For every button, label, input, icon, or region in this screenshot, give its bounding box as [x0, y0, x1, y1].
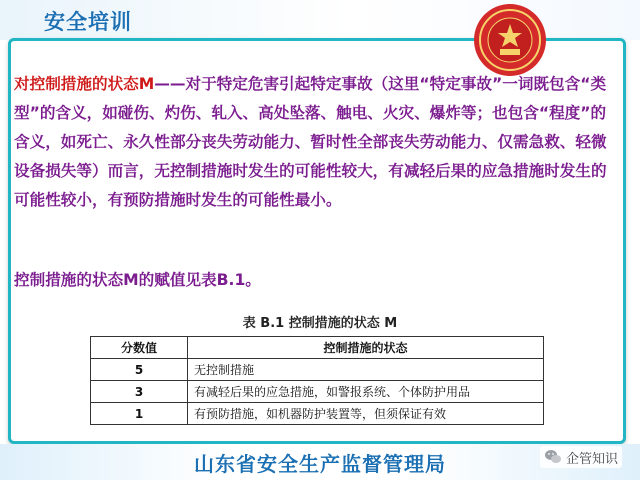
table-cell-score: 1: [91, 403, 188, 425]
footer-org: 山东省安全生产监督管理局: [194, 452, 446, 476]
body-summary: 控制措施的状态M的赋值见表B.1。: [14, 271, 261, 289]
emblem-icon: [472, 2, 548, 78]
table-row: [91, 403, 544, 425]
body-text: ——对于特定危害引起特定事故（这里“特定事故”一词既包含“类型”的含义，如碰伤、灼伤、轧入、高处坠落、触电、火灾、爆炸等；也包含“程度”的含义，如死亡、永久性部分丧失劳动能力、暂时性全部丧失劳动能力、仅需急救、轻微设备损失等）而言，无控制措施时发生的可能性较大，有减轻后果的应急措施时发生的可能性较小，有预防措施时发生的可能性最小。: [14, 75, 607, 209]
table-cell-desc: 有减轻后果的应急措施，如警报系统、个体防护用品: [188, 381, 544, 403]
table-cell-desc: 无控制措施: [188, 359, 544, 381]
table-cell-score: 3: [91, 381, 188, 403]
table-header-state: 控制措施的状态: [188, 337, 544, 359]
body-paragraph: [14, 70, 616, 215]
table-cell-score: 5: [91, 359, 188, 381]
table-header-row: [91, 337, 544, 359]
body-lead: 对控制措施的状态M: [14, 75, 155, 93]
table-cell-desc: 有预防措施，如机器防护装置等，但须保证有效: [188, 403, 544, 425]
watermark-text: 企管知识: [566, 451, 619, 467]
table-header-score: 分数值: [91, 337, 188, 359]
table-caption: 表 B.1 控制措施的状态 M: [242, 316, 398, 331]
wechat-icon: [544, 448, 562, 466]
table-row: [91, 359, 544, 381]
watermark: [540, 446, 622, 468]
slide-title: 安全培训: [44, 10, 132, 34]
control-state-table: [90, 336, 544, 425]
table-row: [91, 381, 544, 403]
